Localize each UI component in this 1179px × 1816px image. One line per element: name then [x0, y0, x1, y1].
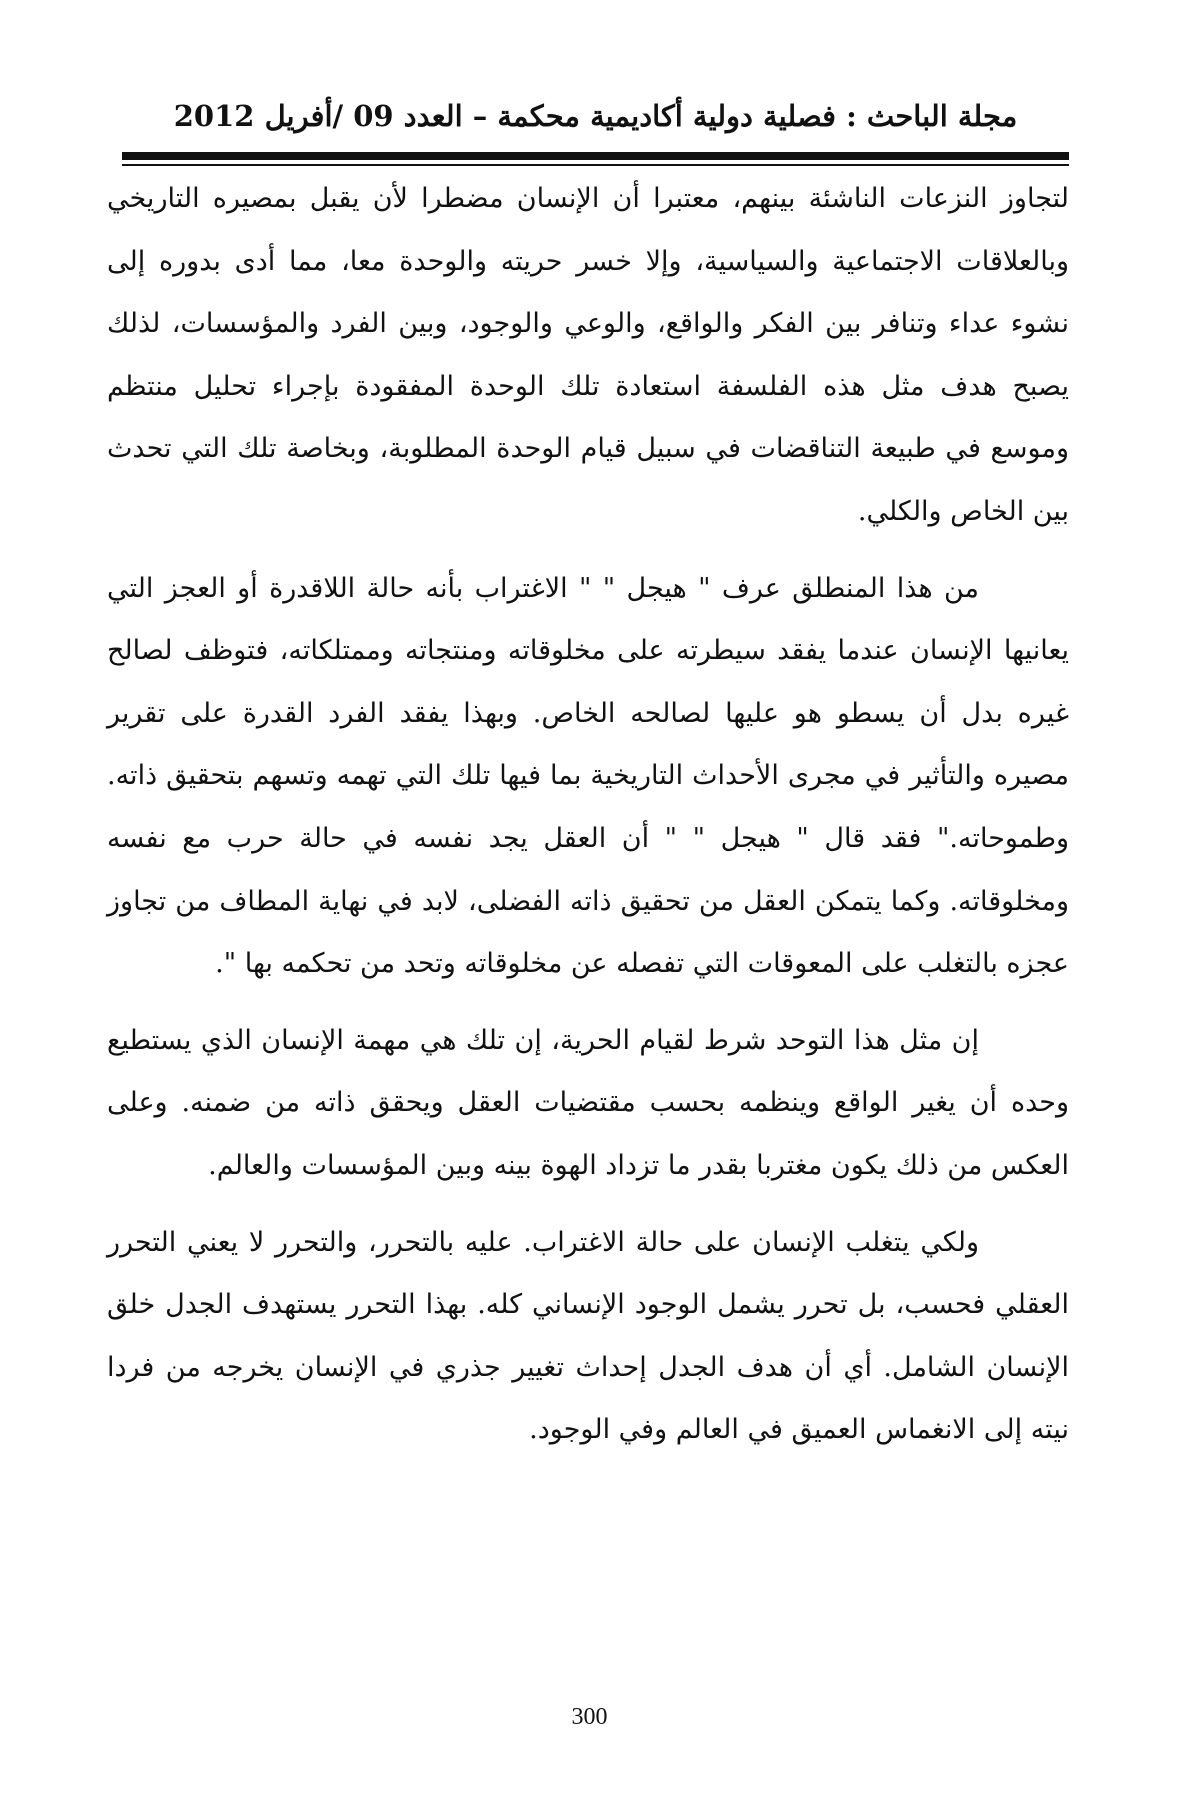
paragraph-continuation: لتجاوز النزعات الناشئة بينهم، معتبرا أن الإنسان مضطرا لأن يقبل بمصيره التاريخي وبالعلاقات الاجتماعية والسياسية، وإلا خسر حريته والوحدة معا، مما أدى بدوره إلى نشوء عداء وتنافر بين الفكر والواقع، والوعي والوجود، وبين الفرد والمؤسسات، لذلك يصبح هدف مثل هذه الفلسفة استعادة تلك الوحدة المفقودة بإجراء تحليل منتظم وموسع في طبيعة التناقضات في سبيل قيام الوحدة المطلوبة، وبخاصة تلك التي تحدث بين الخاص والكلي.	[107, 183, 1069, 527]
article-body	[107, 168, 1069, 1462]
paragraph-hegel-definition: من هذا المنطلق عرف " هيجل " " الاغتراب بأنه حالة اللاقدرة أو العجز التي يعانيها الإنسان عندما يفقد سيطرته على مخلوقاته ومنتجاته وممتلكاته، فتوظف لصالح غيره بدل أن يسطو هو عليها لصالحه الخاص. وبهذا يفقد الفرد القدرة على تقرير مصيره والتأثير في مجرى الأحداث التاريخية بما فيها تلك التي تهمه وتسهم بتحقيق ذاته. وطموحاته." فقد قال " هيجل " " أن العقل يجد نفسه في حالة حرب مع نفسه ومخلوقاته. وكما يتمكن العقل من تحقيق ذاته الفضلى، لابد في نهاية المطاف من تجاوز عجزه بالتغلب على المعوقات التي تفصله عن مخلوقاته وتحد من تحكمه بها ".	[107, 572, 1069, 980]
paragraph-unity-freedom: إن مثل هذا التوحد شرط لقيام الحرية، إن تلك هي مهمة الإنسان الذي يستطيع وحده أن يغير الواقع وينظمه بحسب مقتضيات العقل ويحقق ذاته من ضمنه. وعلى العكس من ذلك يكون مغتربا بقدر ما تزداد الهوة بينه وبين المؤسسات والعالم.	[107, 1024, 1069, 1181]
paragraph-liberation: ولكي يتغلب الإنسان على حالة الاغتراب. عليه بالتحرر، والتحرر لا يعني التحرر العقلي فحسب، بل تحرر يشمل الوجود الإنساني كله. بهذا التحرر يستهدف الجدل خلق الإنسان الشامل. أي أن هدف الجدل إحداث تغيير جذري في الإنسان يخرجه من فردا نيته إلى الانغماس العميق في العالم وفي الوجود.	[107, 1226, 1069, 1446]
header-rule-thin	[122, 164, 1069, 166]
page-number: 300	[571, 1704, 608, 1730]
header-rule-thick	[122, 152, 1069, 160]
journal-header: مجلة الباحث : فصلية دولية أكاديمية محكمة – العدد 09 /أفريل 2012	[173, 99, 1018, 133]
